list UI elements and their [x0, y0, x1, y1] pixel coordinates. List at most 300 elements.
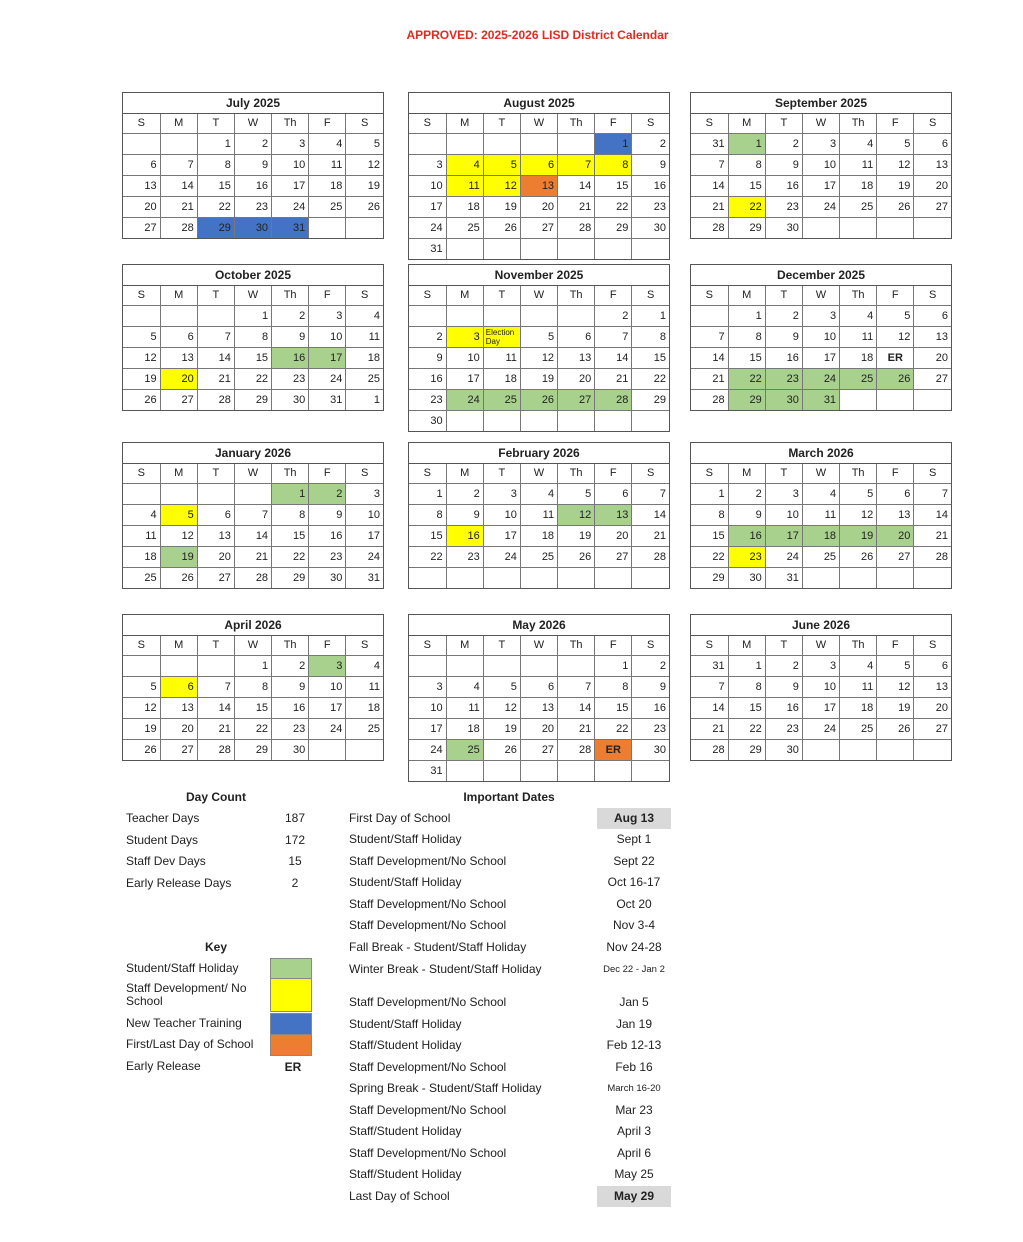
day-cell: 27 [160, 389, 197, 410]
day-cell: 23 [765, 718, 802, 739]
day-cell: 30 [409, 410, 446, 431]
day-cell: 20 [160, 718, 197, 739]
important-dates-title: Important Dates [463, 790, 555, 804]
weekday-header: W [520, 286, 557, 305]
day-cell: 3 [802, 133, 839, 154]
empty-cell [840, 217, 877, 238]
weekday-header: Th [558, 114, 595, 133]
day-cell: 21 [558, 718, 595, 739]
day-cell: 20 [914, 175, 951, 196]
day-cell: 28 [632, 546, 669, 567]
day-cell: 10 [765, 504, 802, 525]
weekday-header: M [728, 636, 765, 655]
month-june-2026 [690, 614, 952, 761]
day-count-label: Teacher Days [126, 811, 200, 825]
day-cell: 25 [346, 368, 383, 389]
day-cell: 30 [272, 739, 309, 760]
day-cell: 19 [520, 368, 557, 389]
day-cell: 13 [914, 676, 951, 697]
empty-cell [123, 133, 160, 154]
day-cell: 7 [197, 326, 234, 347]
month-april-2026 [122, 614, 384, 761]
day-cell: 8 [632, 326, 669, 347]
day-cell: 16 [272, 347, 309, 368]
day-cell: 22 [234, 718, 271, 739]
day-cell: 22 [632, 368, 669, 389]
weekday-header: T [765, 464, 802, 483]
day-cell: 9 [632, 154, 669, 175]
important-date-value: May 29 [597, 1186, 671, 1207]
empty-cell [558, 410, 595, 431]
weekday-header: T [197, 464, 234, 483]
important-date-value: Aug 13 [597, 808, 671, 829]
day-cell: 12 [483, 175, 520, 196]
day-cell: 21 [234, 546, 271, 567]
day-cell: 9 [632, 676, 669, 697]
weekday-header: S [914, 464, 951, 483]
empty-cell [840, 389, 877, 410]
important-date-value: Dec 22 - Jan 2 [603, 964, 665, 975]
day-cell: 23 [632, 718, 669, 739]
day-cell: 24 [446, 389, 483, 410]
weekday-header: F [877, 636, 914, 655]
day-cell: 23 [409, 389, 446, 410]
day-cell: 3 [309, 305, 346, 326]
day-cell: 5 [346, 133, 383, 154]
day-cell: Election Day [483, 326, 520, 347]
day-cell: 5 [483, 676, 520, 697]
important-date-value: Nov 3-4 [612, 918, 656, 932]
day-cell: 18 [840, 347, 877, 368]
weekday-header: F [877, 114, 914, 133]
day-cell: 22 [691, 546, 728, 567]
day-cell: 24 [483, 546, 520, 567]
day-cell: 13 [160, 697, 197, 718]
day-cell: 7 [558, 154, 595, 175]
weekday-header: M [446, 286, 483, 305]
month-january-2026 [122, 442, 384, 589]
day-cell: 18 [446, 196, 483, 217]
weekday-header: W [520, 464, 557, 483]
weekday-header: S [691, 636, 728, 655]
important-date-row [349, 1017, 674, 1038]
weekday-header: Th [272, 286, 309, 305]
day-cell: 17 [802, 347, 839, 368]
day-cell: 11 [346, 676, 383, 697]
key-swatch [270, 978, 312, 1012]
month-title: March 2026 [691, 443, 951, 464]
day-cell: 26 [123, 739, 160, 760]
weekday-header: T [483, 114, 520, 133]
important-date-label: Staff/Student Holiday [349, 1124, 462, 1138]
weekday-header: F [595, 286, 632, 305]
day-cell: 13 [914, 154, 951, 175]
day-cell: 24 [802, 718, 839, 739]
empty-cell [802, 217, 839, 238]
day-cell: 26 [877, 196, 914, 217]
day-cell: 1 [728, 655, 765, 676]
day-cell: 30 [632, 217, 669, 238]
day-cell: 18 [309, 175, 346, 196]
weekday-header: S [914, 114, 951, 133]
day-count-row [126, 833, 316, 853]
important-date-row [349, 1189, 674, 1210]
important-date-label: Spring Break - Student/Staff Holiday [349, 1081, 542, 1095]
weekday-header: T [765, 114, 802, 133]
day-cell: 24 [802, 368, 839, 389]
day-cell: 9 [409, 347, 446, 368]
day-cell: 13 [877, 504, 914, 525]
day-cell: 5 [520, 326, 557, 347]
day-cell: 15 [595, 175, 632, 196]
weekday-header: Th [558, 286, 595, 305]
day-cell: 15 [728, 697, 765, 718]
empty-cell [483, 305, 520, 326]
day-cell: 16 [234, 175, 271, 196]
month-title: February 2026 [409, 443, 669, 464]
day-count-value: 2 [291, 875, 299, 890]
day-cell: 6 [197, 504, 234, 525]
key-er-label: ER [284, 1060, 302, 1074]
empty-cell [123, 483, 160, 504]
empty-cell [632, 238, 669, 259]
day-cell: 6 [914, 133, 951, 154]
day-cell: 13 [558, 347, 595, 368]
day-cell: 5 [160, 504, 197, 525]
day-cell: 31 [409, 760, 446, 781]
weekday-header: S [123, 286, 160, 305]
day-cell: 1 [234, 655, 271, 676]
day-cell: 18 [346, 697, 383, 718]
day-cell: 4 [346, 305, 383, 326]
day-cell: 31 [409, 238, 446, 259]
day-cell: 3 [446, 326, 483, 347]
day-cell: 16 [728, 525, 765, 546]
day-cell: 15 [409, 525, 446, 546]
important-date-row [349, 875, 674, 896]
day-cell: 24 [409, 217, 446, 238]
day-cell: 17 [483, 525, 520, 546]
weekday-header: S [632, 464, 669, 483]
weekday-header: M [446, 114, 483, 133]
day-cell: 8 [197, 154, 234, 175]
weekday-header: W [234, 636, 271, 655]
empty-cell [840, 739, 877, 760]
day-cell: 21 [632, 525, 669, 546]
important-date-row [349, 1060, 674, 1081]
day-cell: 11 [802, 504, 839, 525]
day-cell: 1 [728, 133, 765, 154]
month-title: September 2025 [691, 93, 951, 114]
weekday-header: M [160, 464, 197, 483]
day-cell: 6 [123, 154, 160, 175]
day-cell: 30 [728, 567, 765, 588]
day-cell: 30 [765, 739, 802, 760]
weekday-header: Th [840, 636, 877, 655]
day-cell: 28 [160, 217, 197, 238]
day-cell: 23 [728, 546, 765, 567]
day-cell: 2 [632, 655, 669, 676]
empty-cell [914, 567, 951, 588]
day-cell: 10 [309, 326, 346, 347]
day-cell: 19 [160, 546, 197, 567]
day-cell: 29 [272, 567, 309, 588]
day-cell: 8 [595, 676, 632, 697]
day-cell: 2 [272, 305, 309, 326]
day-cell: 3 [802, 655, 839, 676]
day-cell: 26 [160, 567, 197, 588]
day-cell: 1 [595, 655, 632, 676]
day-cell: 20 [520, 196, 557, 217]
day-cell: 1 [632, 305, 669, 326]
day-cell: 16 [632, 697, 669, 718]
day-cell: 19 [840, 525, 877, 546]
day-cell: 4 [123, 504, 160, 525]
day-cell: 20 [877, 525, 914, 546]
important-date-row [349, 1124, 674, 1145]
empty-cell [446, 410, 483, 431]
month-title: July 2025 [123, 93, 383, 114]
empty-cell [409, 655, 446, 676]
day-cell: 9 [272, 676, 309, 697]
day-cell: 31 [691, 655, 728, 676]
day-cell: 8 [595, 154, 632, 175]
weekday-header: W [802, 464, 839, 483]
important-date-label: Staff Development/No School [349, 897, 507, 911]
weekday-header: W [234, 464, 271, 483]
day-cell: 4 [840, 655, 877, 676]
day-cell: 15 [272, 525, 309, 546]
day-cell: 14 [197, 347, 234, 368]
month-december-2025 [690, 264, 952, 411]
weekday-header: M [446, 636, 483, 655]
day-count-value: 187 [284, 811, 306, 825]
day-cell: 28 [691, 389, 728, 410]
day-cell: 17 [272, 175, 309, 196]
day-cell: 10 [272, 154, 309, 175]
day-cell: 8 [728, 326, 765, 347]
day-cell: 22 [728, 718, 765, 739]
day-cell: 1 [234, 305, 271, 326]
empty-cell [346, 217, 383, 238]
day-cell: 11 [309, 154, 346, 175]
day-cell: 18 [446, 718, 483, 739]
important-date-row [349, 1103, 674, 1124]
day-cell: 26 [346, 196, 383, 217]
empty-cell [309, 739, 346, 760]
important-date-label: Staff Development/No School [349, 995, 507, 1009]
day-cell: 28 [197, 389, 234, 410]
day-count-label: Early Release Days [126, 875, 232, 890]
day-cell: 28 [595, 389, 632, 410]
day-cell: 27 [160, 739, 197, 760]
day-cell: 6 [877, 483, 914, 504]
day-cell: 12 [346, 154, 383, 175]
day-cell: 17 [409, 718, 446, 739]
weekday-header: M [446, 464, 483, 483]
empty-cell [123, 655, 160, 676]
day-cell: 4 [346, 655, 383, 676]
weekday-header: F [309, 464, 346, 483]
day-cell: 12 [558, 504, 595, 525]
day-cell: 27 [877, 546, 914, 567]
empty-cell [446, 567, 483, 588]
weekday-header: T [197, 286, 234, 305]
day-cell: 24 [409, 739, 446, 760]
important-date-label: Student/Staff Holiday [349, 1017, 462, 1031]
day-cell: 21 [197, 718, 234, 739]
day-cell: 14 [632, 504, 669, 525]
weekday-header: S [346, 286, 383, 305]
weekday-header: S [409, 464, 446, 483]
day-cell: 18 [520, 525, 557, 546]
important-date-value: Oct 16-17 [607, 875, 661, 889]
day-cell: 22 [728, 368, 765, 389]
day-cell: 7 [691, 326, 728, 347]
key-label: Staff Development/ No School [126, 981, 247, 1008]
weekday-header: M [160, 636, 197, 655]
day-cell: 3 [765, 483, 802, 504]
day-cell: 14 [234, 525, 271, 546]
day-cell: 4 [802, 483, 839, 504]
weekday-header: F [595, 636, 632, 655]
day-cell: 19 [877, 175, 914, 196]
day-cell: 29 [728, 739, 765, 760]
day-cell: 12 [877, 154, 914, 175]
day-cell: 5 [840, 483, 877, 504]
day-cell: 4 [309, 133, 346, 154]
page-title: APPROVED: 2025-2026 LISD District Calendar [406, 28, 669, 42]
empty-cell [197, 305, 234, 326]
weekday-header: T [483, 464, 520, 483]
important-date-row [349, 832, 674, 853]
empty-cell [914, 217, 951, 238]
key-title: Key [204, 940, 227, 954]
day-cell: 28 [914, 546, 951, 567]
day-cell: 3 [409, 676, 446, 697]
weekday-header: T [765, 636, 802, 655]
day-count-row [126, 876, 316, 896]
day-cell: 1 [197, 133, 234, 154]
weekday-header: M [728, 286, 765, 305]
weekday-header: S [409, 636, 446, 655]
key-label: Student/Staff Holiday [126, 961, 239, 975]
day-cell: 25 [840, 196, 877, 217]
empty-cell [558, 305, 595, 326]
day-cell: 15 [632, 347, 669, 368]
day-cell: 25 [446, 739, 483, 760]
day-cell: 27 [558, 389, 595, 410]
empty-cell [409, 133, 446, 154]
day-cell: 10 [309, 676, 346, 697]
important-date-value: Sept 1 [616, 832, 652, 846]
day-cell: 11 [520, 504, 557, 525]
weekday-header: Th [840, 464, 877, 483]
important-date-label: Staff Development/No School [349, 1060, 507, 1074]
day-cell: 19 [123, 718, 160, 739]
day-cell: 1 [409, 483, 446, 504]
weekday-header: M [728, 464, 765, 483]
weekday-header: T [483, 636, 520, 655]
day-cell: 23 [234, 196, 271, 217]
weekday-header: W [234, 114, 271, 133]
day-cell: 23 [309, 546, 346, 567]
month-title: November 2025 [409, 265, 669, 286]
day-cell: 20 [914, 347, 951, 368]
day-cell: 11 [346, 326, 383, 347]
day-cell: 12 [160, 525, 197, 546]
day-cell: 22 [409, 546, 446, 567]
empty-cell [446, 305, 483, 326]
day-cell: 30 [309, 567, 346, 588]
day-cell: 12 [483, 697, 520, 718]
empty-cell [409, 567, 446, 588]
day-cell: 19 [877, 697, 914, 718]
day-cell: 14 [558, 697, 595, 718]
empty-cell [632, 567, 669, 588]
day-cell: 5 [123, 326, 160, 347]
day-cell: 14 [914, 504, 951, 525]
day-cell: 5 [877, 655, 914, 676]
day-cell: 15 [234, 347, 271, 368]
weekday-header: S [914, 636, 951, 655]
important-date-value: Jan 19 [615, 1017, 653, 1031]
weekday-header: S [691, 114, 728, 133]
day-cell: 26 [483, 217, 520, 238]
day-cell: 30 [632, 739, 669, 760]
empty-cell [520, 760, 557, 781]
empty-cell [409, 305, 446, 326]
day-cell: 26 [840, 546, 877, 567]
empty-cell [520, 567, 557, 588]
day-cell: 11 [483, 347, 520, 368]
empty-cell [309, 217, 346, 238]
important-date-row [349, 1081, 674, 1102]
day-cell: 25 [840, 368, 877, 389]
day-cell: 8 [409, 504, 446, 525]
day-cell: 3 [346, 483, 383, 504]
day-cell: 27 [197, 567, 234, 588]
day-cell: 2 [309, 483, 346, 504]
weekday-header: W [802, 636, 839, 655]
empty-cell [595, 760, 632, 781]
key-label: First/Last Day of School [126, 1037, 254, 1051]
day-cell: 7 [234, 504, 271, 525]
empty-cell [632, 410, 669, 431]
day-cell: 6 [160, 676, 197, 697]
day-cell: 19 [558, 525, 595, 546]
day-cell: 21 [197, 368, 234, 389]
day-cell: ER [877, 347, 914, 368]
empty-cell [558, 133, 595, 154]
important-date-value: Jan 5 [619, 995, 649, 1009]
day-cell: 2 [632, 133, 669, 154]
day-cell: 17 [309, 697, 346, 718]
empty-cell [877, 217, 914, 238]
empty-cell [877, 389, 914, 410]
empty-cell [520, 238, 557, 259]
important-date-row [349, 995, 674, 1016]
weekday-header: S [914, 286, 951, 305]
day-cell: 9 [309, 504, 346, 525]
day-cell: 29 [234, 389, 271, 410]
day-cell: 13 [914, 326, 951, 347]
day-cell: 26 [123, 389, 160, 410]
day-cell: 15 [595, 697, 632, 718]
day-cell: 28 [234, 567, 271, 588]
day-cell: 20 [558, 368, 595, 389]
weekday-header: S [123, 636, 160, 655]
